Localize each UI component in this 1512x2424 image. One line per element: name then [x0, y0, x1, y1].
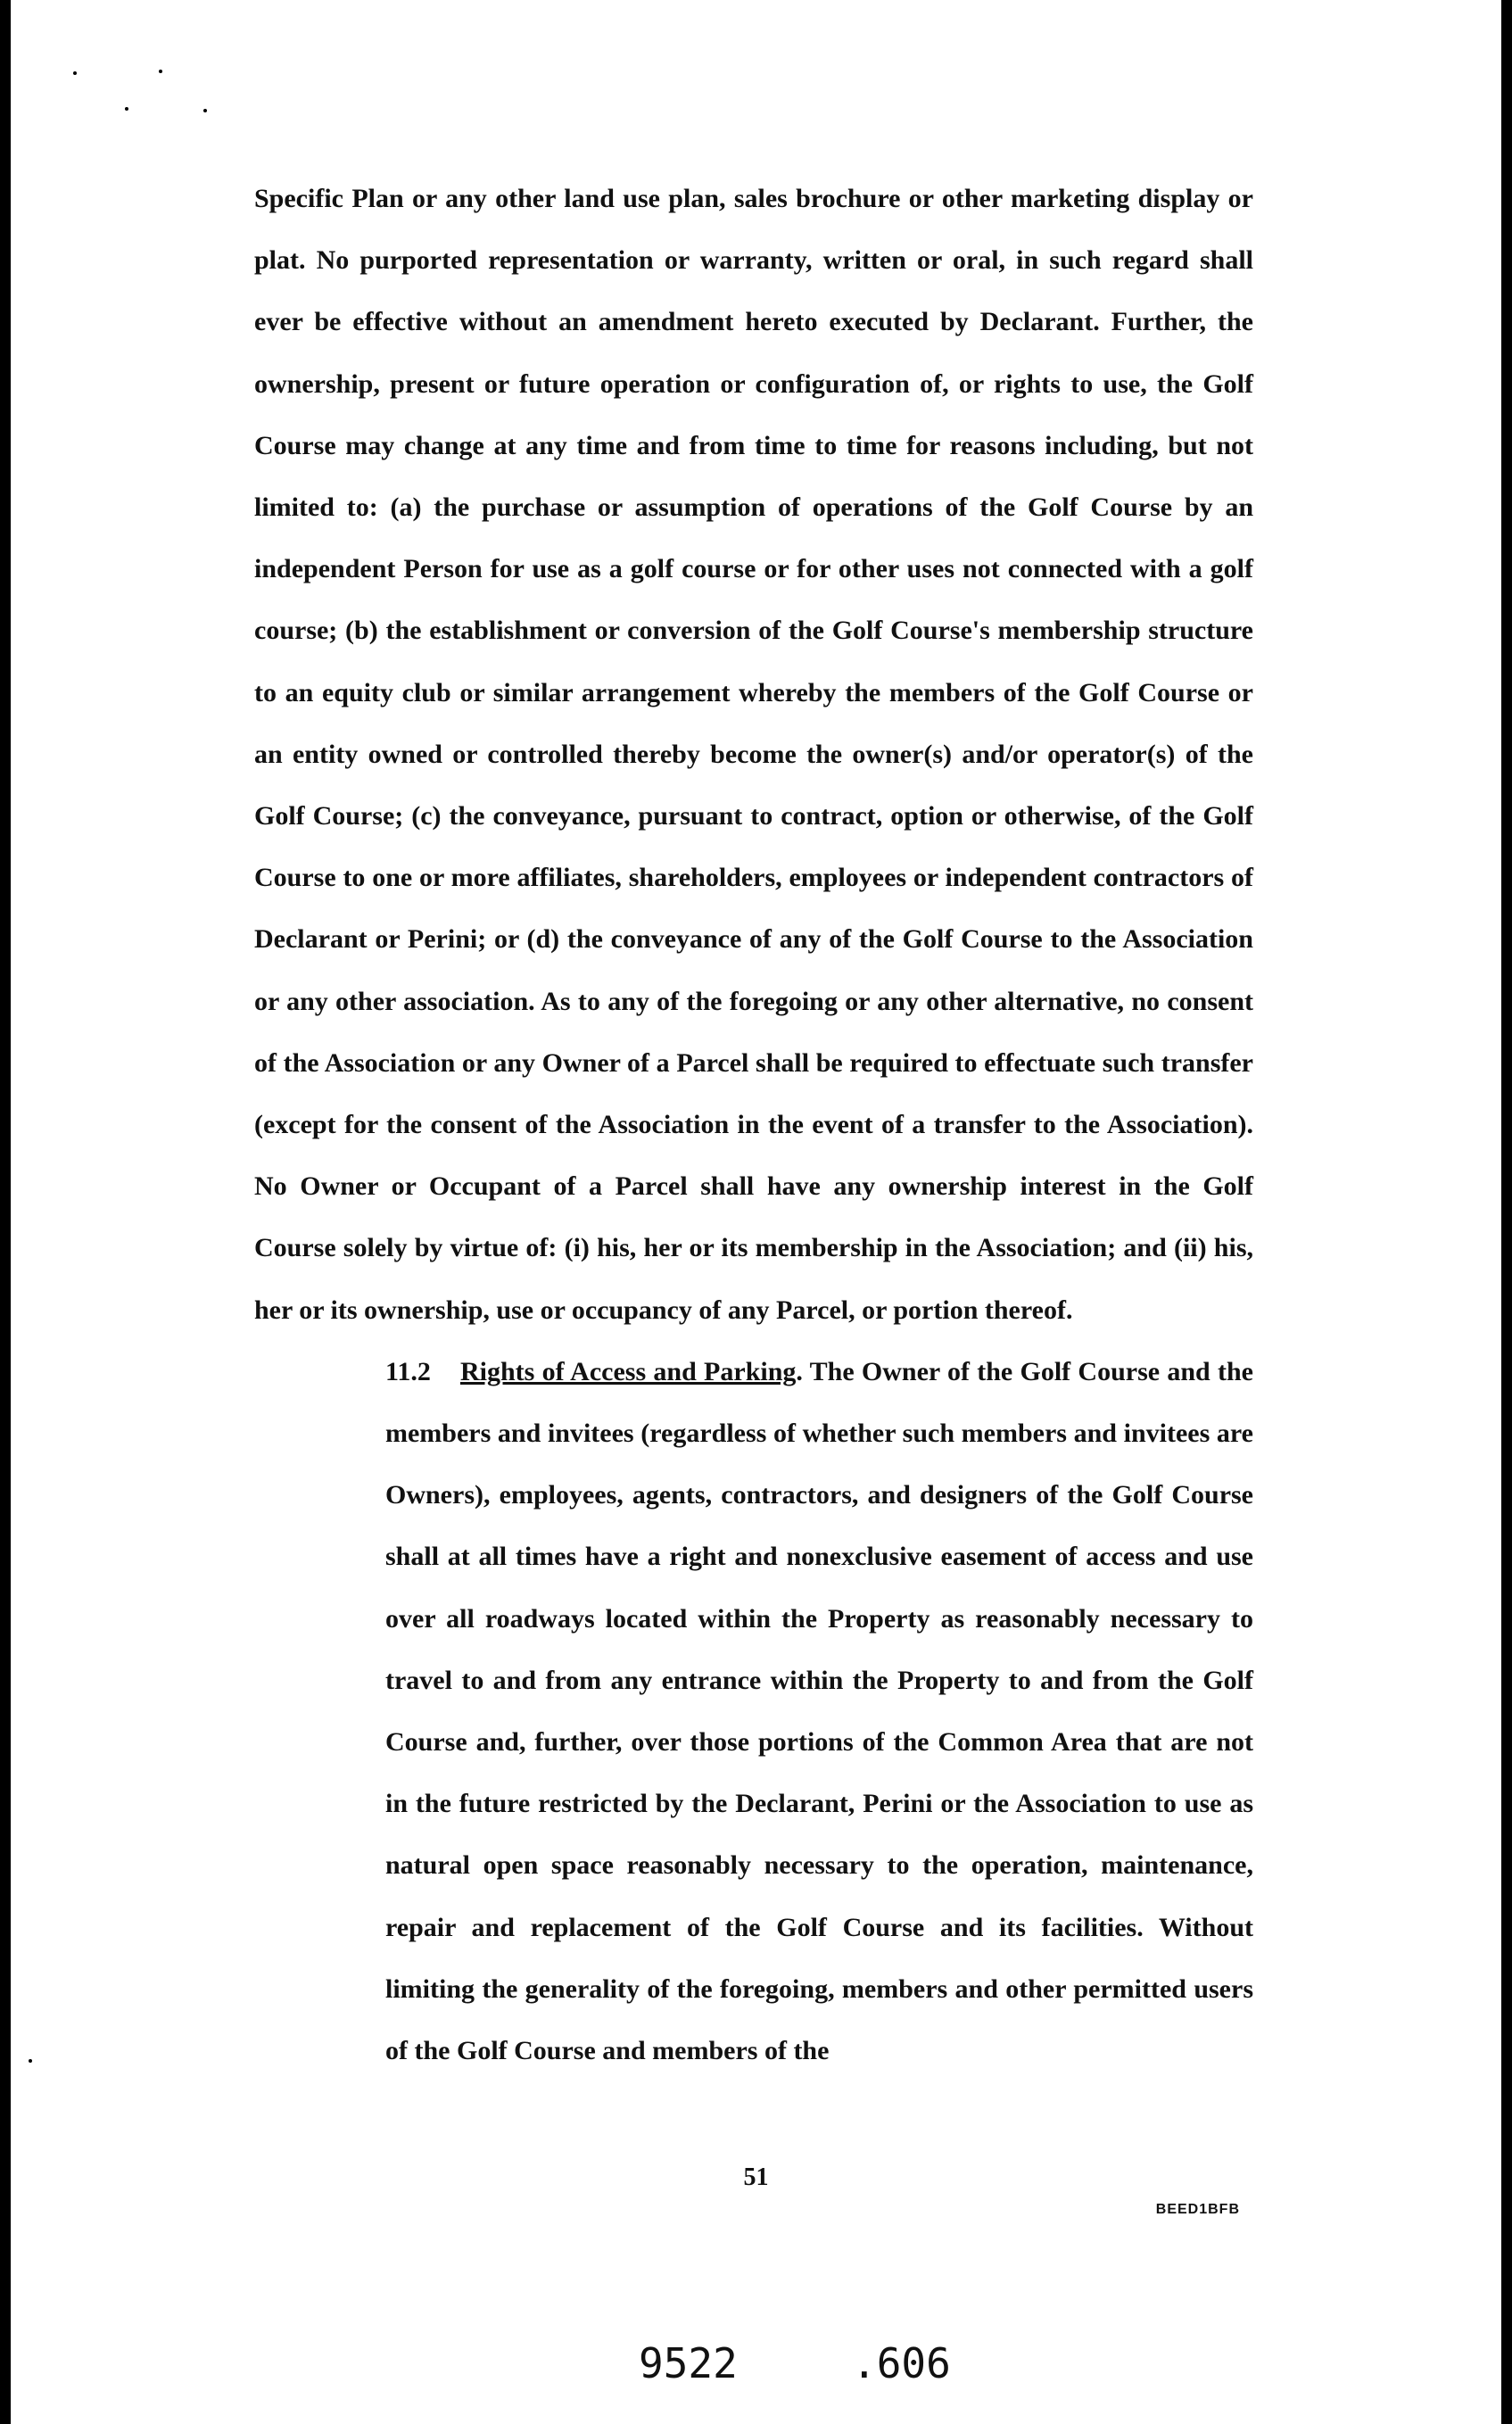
section-number: 11.2 [385, 1356, 431, 1386]
page-number: 51 [743, 2163, 769, 2191]
scan-speck [159, 70, 162, 73]
section-title: Rights of Access and Parking [459, 1356, 797, 1386]
scan-speck [203, 109, 207, 112]
scan-speck [29, 2059, 32, 2063]
recording-stamp-page: .606 [852, 2339, 951, 2387]
section-11-2-paragraph [254, 1341, 1253, 2081]
recording-stamp-book: 9522 [639, 2339, 738, 2387]
document-code: BEED1BFB [1155, 2202, 1240, 2217]
section-body: . The Owner of the Golf Course and the members and invitees (regardless of whether such members and invitees are Owners), employees, agents, contractors, and designers of the Golf Course shall at all times have a right and nonexclusive easement of access and use over all roadways located within the Property as reasonably necessary to travel to and from any entrance within the Property to and from the Golf Course and, further, over those portions of the Common Area that are not in the future restricted by the Declarant, Perini or the Association to use as natural open space reasonably necessary to the operation, maintenance, repair and replacement of the Golf Course and its facilities. Without limiting the generality of the foregoing, members and other permitted users of the Golf Course and members of the [385, 1356, 1253, 2066]
scan-speck [125, 107, 128, 111]
scan-speck [73, 71, 77, 75]
paragraph-continuation: Specific Plan or any other land use plan, sales brochure or other marketing display or plat. No purported representation or warranty, written or oral, in such regard shall ever be effective without an amendment hereto executed by Declarant. Further, the ownership, present or future operation or configuration of, or rights to use, the Golf Course may change at any time and from time to time for reasons including, but not limited to: (a) the purchase or assumption of operations of the Golf Course by an independent Person for use as a golf course or for other uses not connected with a golf course; (b) the establishment or conversion of the Golf Course's membership structure to an equity club or similar arrangement whereby the members of the Golf Course or an entity owned or controlled thereby become the owner(s) and/or operator(s) of the Golf Course; (c) the conveyance, pursuant to contract, option or otherwise, of the Golf Course to one or more affiliates, shareholders, employees or independent contractors of Declarant or Perini; or (d) the conveyance of any of the Golf Course to the Association or any other association. As to any of the foregoing or any other alternative, no consent of the Association or any Owner of a Parcel shall be required to effectuate such transfer (except for the consent of the Association in the event of a transfer to the Association). No Owner or Occupant of a Parcel shall have any ownership interest in the Golf Course solely by virtue of: (i) his, her or its membership in the Association; and (ii) his, her or its ownership, use or occupancy of any Parcel, or portion thereof. [254, 184, 1253, 1325]
body-text [254, 168, 1253, 2081]
scan-edge-left [0, 0, 11, 2424]
scan-edge-right [1501, 0, 1512, 2424]
